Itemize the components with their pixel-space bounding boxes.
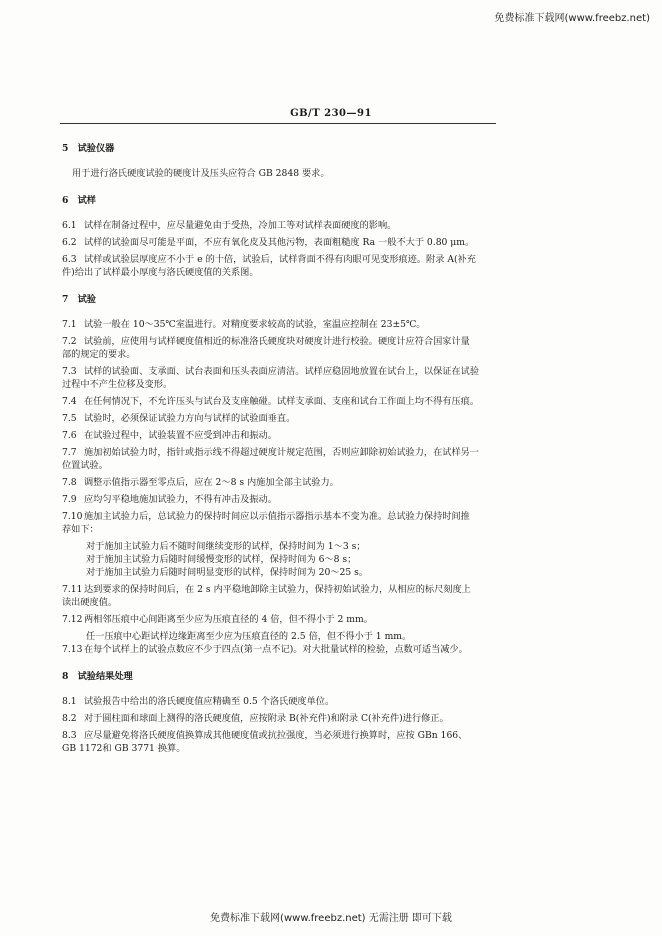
clause-number: 7.3 (62, 366, 77, 377)
clause-text: 施加主试验力后，总试验力的保持时间应以示值指示器指示基本不变为准。总试验力保持时间推 (84, 511, 470, 522)
clause-continuation: 读出硬度值。 (62, 597, 118, 608)
clause-7-6 (62, 429, 500, 442)
clause-number: 8.2 (62, 713, 77, 724)
clause-number: 8.1 (62, 696, 77, 707)
clause-text: 调整示值指示器至零点后，应在 2～8 s 内施加全部主试验力。 (84, 477, 339, 488)
clause-text: 在试验过程中，试验装置不应受到冲击和振动。 (84, 430, 277, 441)
clause-number: 7.11 (62, 584, 83, 595)
clause-text: 试验前，应使用与试样硬度值相近的标准洛氏硬度块对硬度计进行校验。硬度计应符合国家计量 (84, 336, 470, 347)
clause-7-2 (62, 335, 500, 348)
clause-6-3 (62, 253, 500, 266)
section-7-clauses (62, 318, 500, 536)
section-6-heading: 6 试样 (62, 195, 96, 206)
clause-7-3 (62, 365, 500, 378)
clause-number: 7.6 (62, 430, 77, 441)
clause-7-10 (62, 510, 500, 523)
clause-number: 7.1 (62, 319, 77, 330)
holding-time-item: 对于施加主试验力后不随时间继续变形的试样，保持时间为 1～3 s； (86, 541, 366, 552)
section-5-text: 用于进行洛氏硬度试验的硬度计及压头应符合 GB 2848 要求。 (72, 168, 330, 179)
clause-continuation: 荐如下： (62, 524, 99, 535)
clause-number: 8.3 (62, 730, 77, 741)
section-6-clauses (62, 219, 500, 279)
clause-number: 7.2 (62, 336, 77, 347)
clause-7-12 (62, 613, 500, 626)
clause-continuation: GB 1172和 GB 3771 换算。 (62, 743, 186, 754)
holding-time-item: 对于施加主试验力后随时间缓慢变形的试样，保持时间为 6～8 s； (86, 554, 357, 565)
clause-number: 7.12 (62, 614, 83, 625)
clause-text: 试验时，必须保证试验力方向与试样的试验面垂直。 (84, 413, 296, 424)
clause-7-9 (62, 493, 500, 506)
section-7-10-sublist (62, 540, 500, 579)
clause-text: 两相邻压痕中心间距离至少应为压痕直径的 4 倍，但不得小于 2 mm。 (84, 614, 373, 625)
clause-continuation: 件)给出了试样最小厚度与洛氏硬度值的关系图。 (62, 267, 259, 278)
clause-text: 试样的试验面尽可能是平面，不应有氧化皮及其他污物，表面粗糙度 Ra 一般不大于 0.80 μm。 (84, 237, 475, 248)
holding-time-item: 对于施加主试验力后随时间明显变形的试样，保持时间为 20～25 s。 (86, 567, 368, 578)
clause-7-13 (62, 643, 500, 656)
clause-7-5 (62, 412, 500, 425)
clause-continuation: 部的规定的要求。 (62, 349, 136, 360)
clause-number: 7.7 (62, 447, 77, 458)
clause-continuation: 过程中不产生位移及变形。 (62, 379, 173, 390)
section-7-heading: 7 试验 (62, 294, 96, 305)
clause-number: 7.9 (62, 494, 77, 505)
clause-text: 试样或试验层厚度应不小于 e 的十倍，试验后，试样背面不得有肉眼可见变形痕迹。附录 A(补充 (84, 254, 476, 265)
header-rule (60, 123, 496, 124)
section-7-clauses-cont (62, 583, 500, 626)
clause-text: 达到要求的保持时间后，在 2 s 内平稳地卸除主试验力，保持初始试验力，从相应的标尺刻度上 (84, 584, 471, 595)
clause-number: 7.8 (62, 477, 77, 488)
clause-number: 7.5 (62, 413, 77, 424)
standard-code-header: GB/T 230—91 (290, 108, 372, 119)
section-8-heading: 8 试验结果处理 (62, 671, 133, 682)
clause-7-1 (62, 318, 500, 331)
section-7-clause-13 (62, 643, 500, 656)
clause-text: 应尽量避免将洛氏硬度值换算成其他硬度值或抗拉强度，当必须进行换算时，应按 GBn 166、 (84, 730, 468, 741)
clause-number: 6.3 (62, 254, 77, 265)
clause-text: 试验报告中给出的洛氏硬度值应精确至 0.5 个洛氏硬度单位。 (84, 696, 335, 707)
top-watermark: 免费标准下载网(www.freebz.net) (494, 13, 650, 24)
document-body (62, 142, 500, 759)
clause-text: 在任何情况下，不允许压头与试台及支座触碰。试样支承面、支座和试台工作面上均不得有压痕。 (84, 396, 480, 407)
clause-text: 试样在制备过程中，应尽量避免由于受热，冷加工等对试样表面硬度的影响。 (84, 220, 397, 231)
clause-text: 在每个试样上的试验点数应不少于四点(第一点不记)。对大批量试样的检验，点数可适当减少。 (84, 644, 468, 655)
clause-7-4 (62, 395, 500, 408)
clause-8-2 (62, 712, 500, 725)
clause-7-11 (62, 583, 500, 596)
clause-text: 应均匀平稳地施加试验力，不得有冲击及振动。 (84, 494, 277, 505)
clause-number: 7.4 (62, 396, 77, 407)
clause-8-3 (62, 729, 500, 742)
clause-7-7 (62, 446, 500, 459)
clause-7-8 (62, 476, 500, 489)
clause-8-1 (62, 695, 500, 708)
clause-text: 施加初始试验力时，指针或指示线不得超过硬度计规定范围，否则应卸除初始试验力，在试样另一 (84, 447, 480, 458)
section-8-clauses (62, 695, 500, 755)
clause-number: 6.2 (62, 237, 77, 248)
section-5-heading: 5 试验仪器 (62, 143, 115, 154)
clause-number: 7.13 (62, 644, 83, 655)
clause-7-12-cont: 任一压痕中心距试样边缘距离至少应为压痕直径的 2.5 倍，但不得小于 1 mm。 (86, 631, 412, 642)
clause-text: 对于圆柱面和球面上测得的洛氏硬度值，应按附录 B(补充件)和附录 C(补充件)进行修正。 (84, 713, 449, 724)
clause-text: 试验一般在 10～35℃室温进行。对精度要求较高的试验，室温应控制在 23±5℃。 (84, 319, 426, 330)
clause-continuation: 位置试验。 (62, 460, 108, 471)
clause-6-1 (62, 219, 500, 232)
clause-number: 6.1 (62, 220, 77, 231)
bottom-footer: 免费标准下载网(www.freebz.net) 无需注册 即可下载 (210, 913, 452, 924)
clause-number: 7.10 (62, 511, 83, 522)
clause-6-2 (62, 236, 500, 249)
clause-text: 试样的试验面、支承面、试台表面和压头表面应清洁。试样应稳固地放置在试台上，以保证在试验 (84, 366, 480, 377)
